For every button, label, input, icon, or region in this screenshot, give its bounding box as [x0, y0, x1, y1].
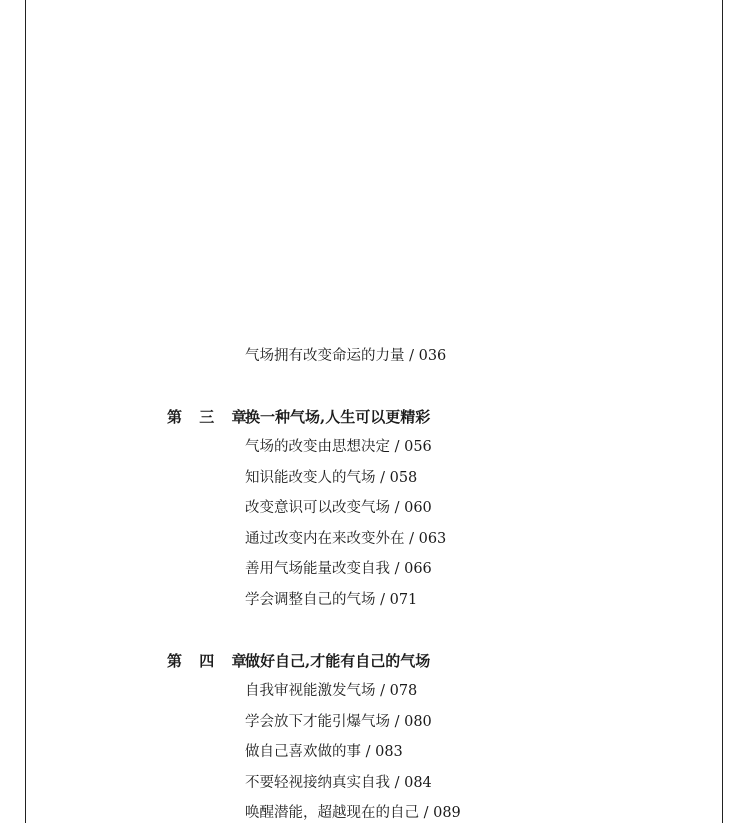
- chapter-title: 换一种气场,人生可以更精彩: [245, 408, 431, 426]
- toc-entry: 气场拥有改变命运的力量 / 036: [245, 348, 447, 364]
- toc-entry: 学会调整自己的气场 / 071: [245, 592, 418, 608]
- chapter-number: 第 三 章: [167, 408, 253, 426]
- toc-entry: 改变意识可以改变气场 / 060: [245, 500, 432, 516]
- toc-entry: 唤醒潜能，超越现在的自己 / 089: [245, 805, 461, 821]
- toc-entry: 不要轻视接纳真实自我 / 084: [245, 775, 432, 791]
- toc-entry: 自我审视能激发气场 / 078: [245, 683, 418, 699]
- toc-entry: 做自己喜欢做的事 / 083: [245, 744, 403, 760]
- chapter-heading-4: [167, 651, 430, 671]
- book-page: [25, 0, 723, 823]
- toc-entry: 善用气场能量改变自我 / 066: [245, 561, 432, 577]
- toc-entry: 气场的改变由思想决定 / 056: [245, 439, 432, 455]
- chapter-title: 做好自己,才能有自己的气场: [245, 652, 431, 670]
- toc-entry: 知识能改变人的气场 / 058: [245, 470, 418, 486]
- chapter-heading-3: [167, 407, 430, 427]
- toc-entry: 通过改变内在来改变外在 / 063: [245, 531, 447, 547]
- toc-entry: 学会放下才能引爆气场 / 080: [245, 714, 432, 730]
- chapter-number: 第 四 章: [167, 652, 253, 670]
